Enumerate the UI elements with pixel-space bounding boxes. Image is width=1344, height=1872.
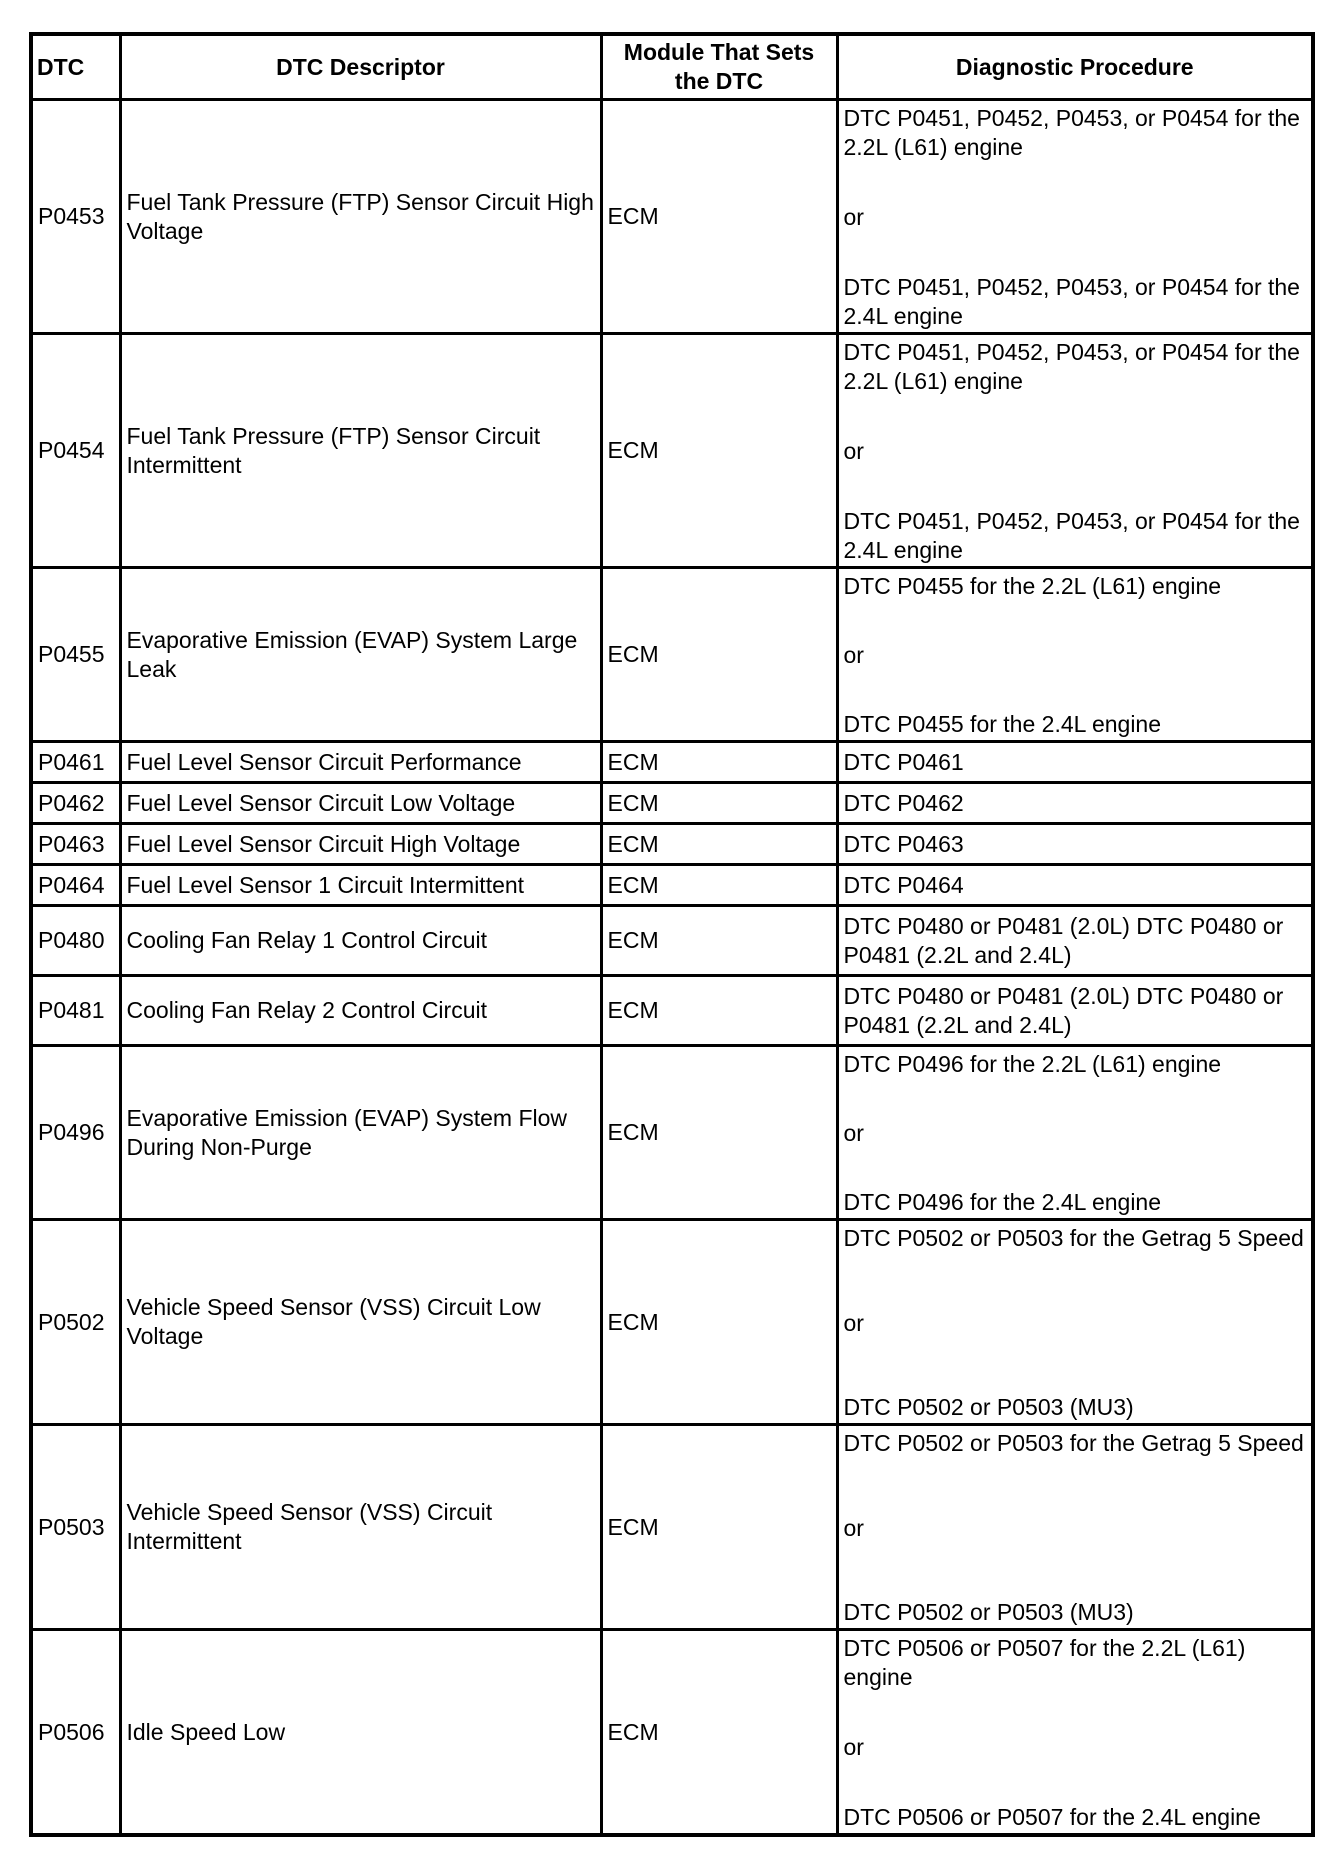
- dtc-table: [29, 32, 1315, 1837]
- diagnostic-procedure-cell: [837, 568, 1313, 742]
- dtc-code-cell: P0463: [31, 824, 120, 865]
- dtc-code-cell: P0502: [31, 1220, 120, 1425]
- procedure-link-text: DTC P0496 for the 2.2L (L61) engine: [843, 1051, 1222, 1077]
- dtc-code-cell: P0462: [31, 783, 120, 824]
- diagnostic-procedure-cell: [837, 1425, 1313, 1630]
- module-cell: ECM: [601, 1630, 837, 1836]
- procedure-line-stack: [839, 1631, 1312, 1833]
- table-row: [31, 906, 1313, 976]
- procedure-line-stack: [839, 335, 1312, 566]
- procedure-line-stack: [839, 101, 1312, 332]
- dtc-descriptor-cell: Evaporative Emission (EVAP) System Large Leak: [120, 568, 601, 742]
- dtc-descriptor-cell: Idle Speed Low: [120, 1630, 601, 1836]
- dtc-descriptor-cell: Vehicle Speed Sensor (VSS) Circuit Low Voltage: [120, 1220, 601, 1425]
- module-cell: ECM: [601, 1046, 837, 1220]
- header-dtc: DTC: [31, 34, 120, 100]
- dtc-descriptor-cell: Vehicle Speed Sensor (VSS) Circuit Intermittent: [120, 1425, 601, 1630]
- table-row: [31, 1630, 1313, 1836]
- diagnostic-procedure-cell: DTC P0464: [837, 865, 1313, 906]
- dtc-descriptor-cell: Cooling Fan Relay 2 Control Circuit: [120, 976, 601, 1046]
- diagnostic-procedure-cell: [837, 1046, 1313, 1220]
- procedure-line-stack: [839, 1221, 1312, 1423]
- module-cell: ECM: [601, 976, 837, 1046]
- module-cell: ECM: [601, 334, 837, 568]
- diagnostic-procedure-cell: DTC P0480 or P0481 (2.0L) DTC P0480 or P0481 (2.2L and 2.4L): [837, 906, 1313, 976]
- diagnostic-procedure-cell: [837, 100, 1313, 334]
- procedure-link-text: DTC P0451, P0452, P0453, or P0454 for the 2.4L engine: [843, 508, 1300, 563]
- module-cell: ECM: [601, 1220, 837, 1425]
- dtc-descriptor-cell: Fuel Tank Pressure (FTP) Sensor Circuit Intermittent: [120, 334, 601, 568]
- diagnostic-procedure-cell: DTC P0463: [837, 824, 1313, 865]
- dtc-code-cell: P0503: [31, 1425, 120, 1630]
- dtc-code-cell: P0453: [31, 100, 120, 334]
- procedure-link-text: DTC P0455 for the 2.4L engine: [843, 711, 1162, 737]
- diagnostic-procedure-cell: [837, 1630, 1313, 1836]
- table-row: [31, 824, 1313, 865]
- dtc-descriptor-cell: Evaporative Emission (EVAP) System Flow During Non-Purge: [120, 1046, 601, 1220]
- procedure-line-stack: [839, 569, 1312, 740]
- header-module: Module That Sets the DTC: [601, 34, 837, 100]
- module-cell: ECM: [601, 906, 837, 976]
- dtc-code-cell: P0481: [31, 976, 120, 1046]
- procedure-link-text: DTC P0502 or P0503 (MU3): [843, 1599, 1134, 1625]
- diagnostic-procedure-cell: DTC P0461: [837, 742, 1313, 783]
- procedure-line-stack: [839, 1047, 1312, 1218]
- procedure-line-stack: [839, 1426, 1312, 1628]
- procedure-link-text: DTC P0451, P0452, P0453, or P0454 for the 2.4L engine: [843, 274, 1300, 329]
- procedure-link-text: DTC P0506 or P0507 for the 2.4L engine: [843, 1804, 1261, 1830]
- dtc-descriptor-cell: Fuel Tank Pressure (FTP) Sensor Circuit High Voltage: [120, 100, 601, 334]
- table-row: [31, 1220, 1313, 1425]
- dtc-descriptor-cell: Fuel Level Sensor Circuit Low Voltage: [120, 783, 601, 824]
- dtc-code-cell: P0506: [31, 1630, 120, 1836]
- diagnostic-procedure-cell: DTC P0480 or P0481 (2.0L) DTC P0480 or P0481 (2.2L and 2.4L): [837, 976, 1313, 1046]
- dtc-code-cell: P0454: [31, 334, 120, 568]
- dtc-code-cell: P0461: [31, 742, 120, 783]
- table-row: [31, 568, 1313, 742]
- procedure-or-separator: or: [843, 1309, 864, 1336]
- table-row: [31, 742, 1313, 783]
- table-row: [31, 334, 1313, 568]
- procedure-link-text: DTC P0506 or P0507 for the 2.2L (L61) engine: [843, 1635, 1246, 1690]
- procedure-link-text: DTC P0451, P0452, P0453, or P0454 for the 2.2L (L61) engine: [843, 105, 1300, 160]
- dtc-descriptor-cell: Fuel Level Sensor Circuit Performance: [120, 742, 601, 783]
- dtc-descriptor-cell: Fuel Level Sensor Circuit High Voltage: [120, 824, 601, 865]
- procedure-link-text: DTC P0502 or P0503 (MU3): [843, 1394, 1134, 1420]
- dtc-code-cell: P0496: [31, 1046, 120, 1220]
- procedure-or-separator: or: [843, 642, 864, 668]
- module-cell: ECM: [601, 742, 837, 783]
- table-header-row: [31, 34, 1313, 100]
- module-cell: ECM: [601, 783, 837, 824]
- table-row: [31, 976, 1313, 1046]
- module-cell: ECM: [601, 865, 837, 906]
- dtc-descriptor-cell: Fuel Level Sensor 1 Circuit Intermittent: [120, 865, 601, 906]
- procedure-link-text: DTC P0502 or P0503 for the Getrag 5 Speed: [843, 1430, 1304, 1456]
- procedure-or-separator: or: [843, 438, 864, 464]
- procedure-link-text: DTC P0451, P0452, P0453, or P0454 for the 2.2L (L61) engine: [843, 339, 1300, 394]
- diagnostic-procedure-cell: [837, 334, 1313, 568]
- diagnostic-procedure-cell: [837, 1220, 1313, 1425]
- header-descriptor: DTC Descriptor: [120, 34, 601, 100]
- module-cell: ECM: [601, 100, 837, 334]
- procedure-link-text: DTC P0496 for the 2.4L engine: [843, 1189, 1162, 1215]
- procedure-or-separator: or: [843, 1120, 864, 1146]
- dtc-descriptor-cell: Cooling Fan Relay 1 Control Circuit: [120, 906, 601, 976]
- procedure-or-separator: or: [843, 1514, 864, 1541]
- procedure-or-separator: or: [843, 1734, 864, 1760]
- table-row: [31, 783, 1313, 824]
- table-row: [31, 865, 1313, 906]
- dtc-code-cell: P0480: [31, 906, 120, 976]
- header-procedure: Diagnostic Procedure: [837, 34, 1313, 100]
- module-cell: ECM: [601, 568, 837, 742]
- procedure-link-text: DTC P0455 for the 2.2L (L61) engine: [843, 573, 1222, 599]
- dtc-code-cell: P0455: [31, 568, 120, 742]
- table-row: [31, 1425, 1313, 1630]
- diagnostic-procedure-cell: DTC P0462: [837, 783, 1313, 824]
- table-row: [31, 100, 1313, 334]
- procedure-link-text: DTC P0502 or P0503 for the Getrag 5 Speed: [843, 1225, 1304, 1251]
- module-cell: ECM: [601, 1425, 837, 1630]
- procedure-or-separator: or: [843, 204, 864, 230]
- table-row: [31, 1046, 1313, 1220]
- dtc-code-cell: P0464: [31, 865, 120, 906]
- module-cell: ECM: [601, 824, 837, 865]
